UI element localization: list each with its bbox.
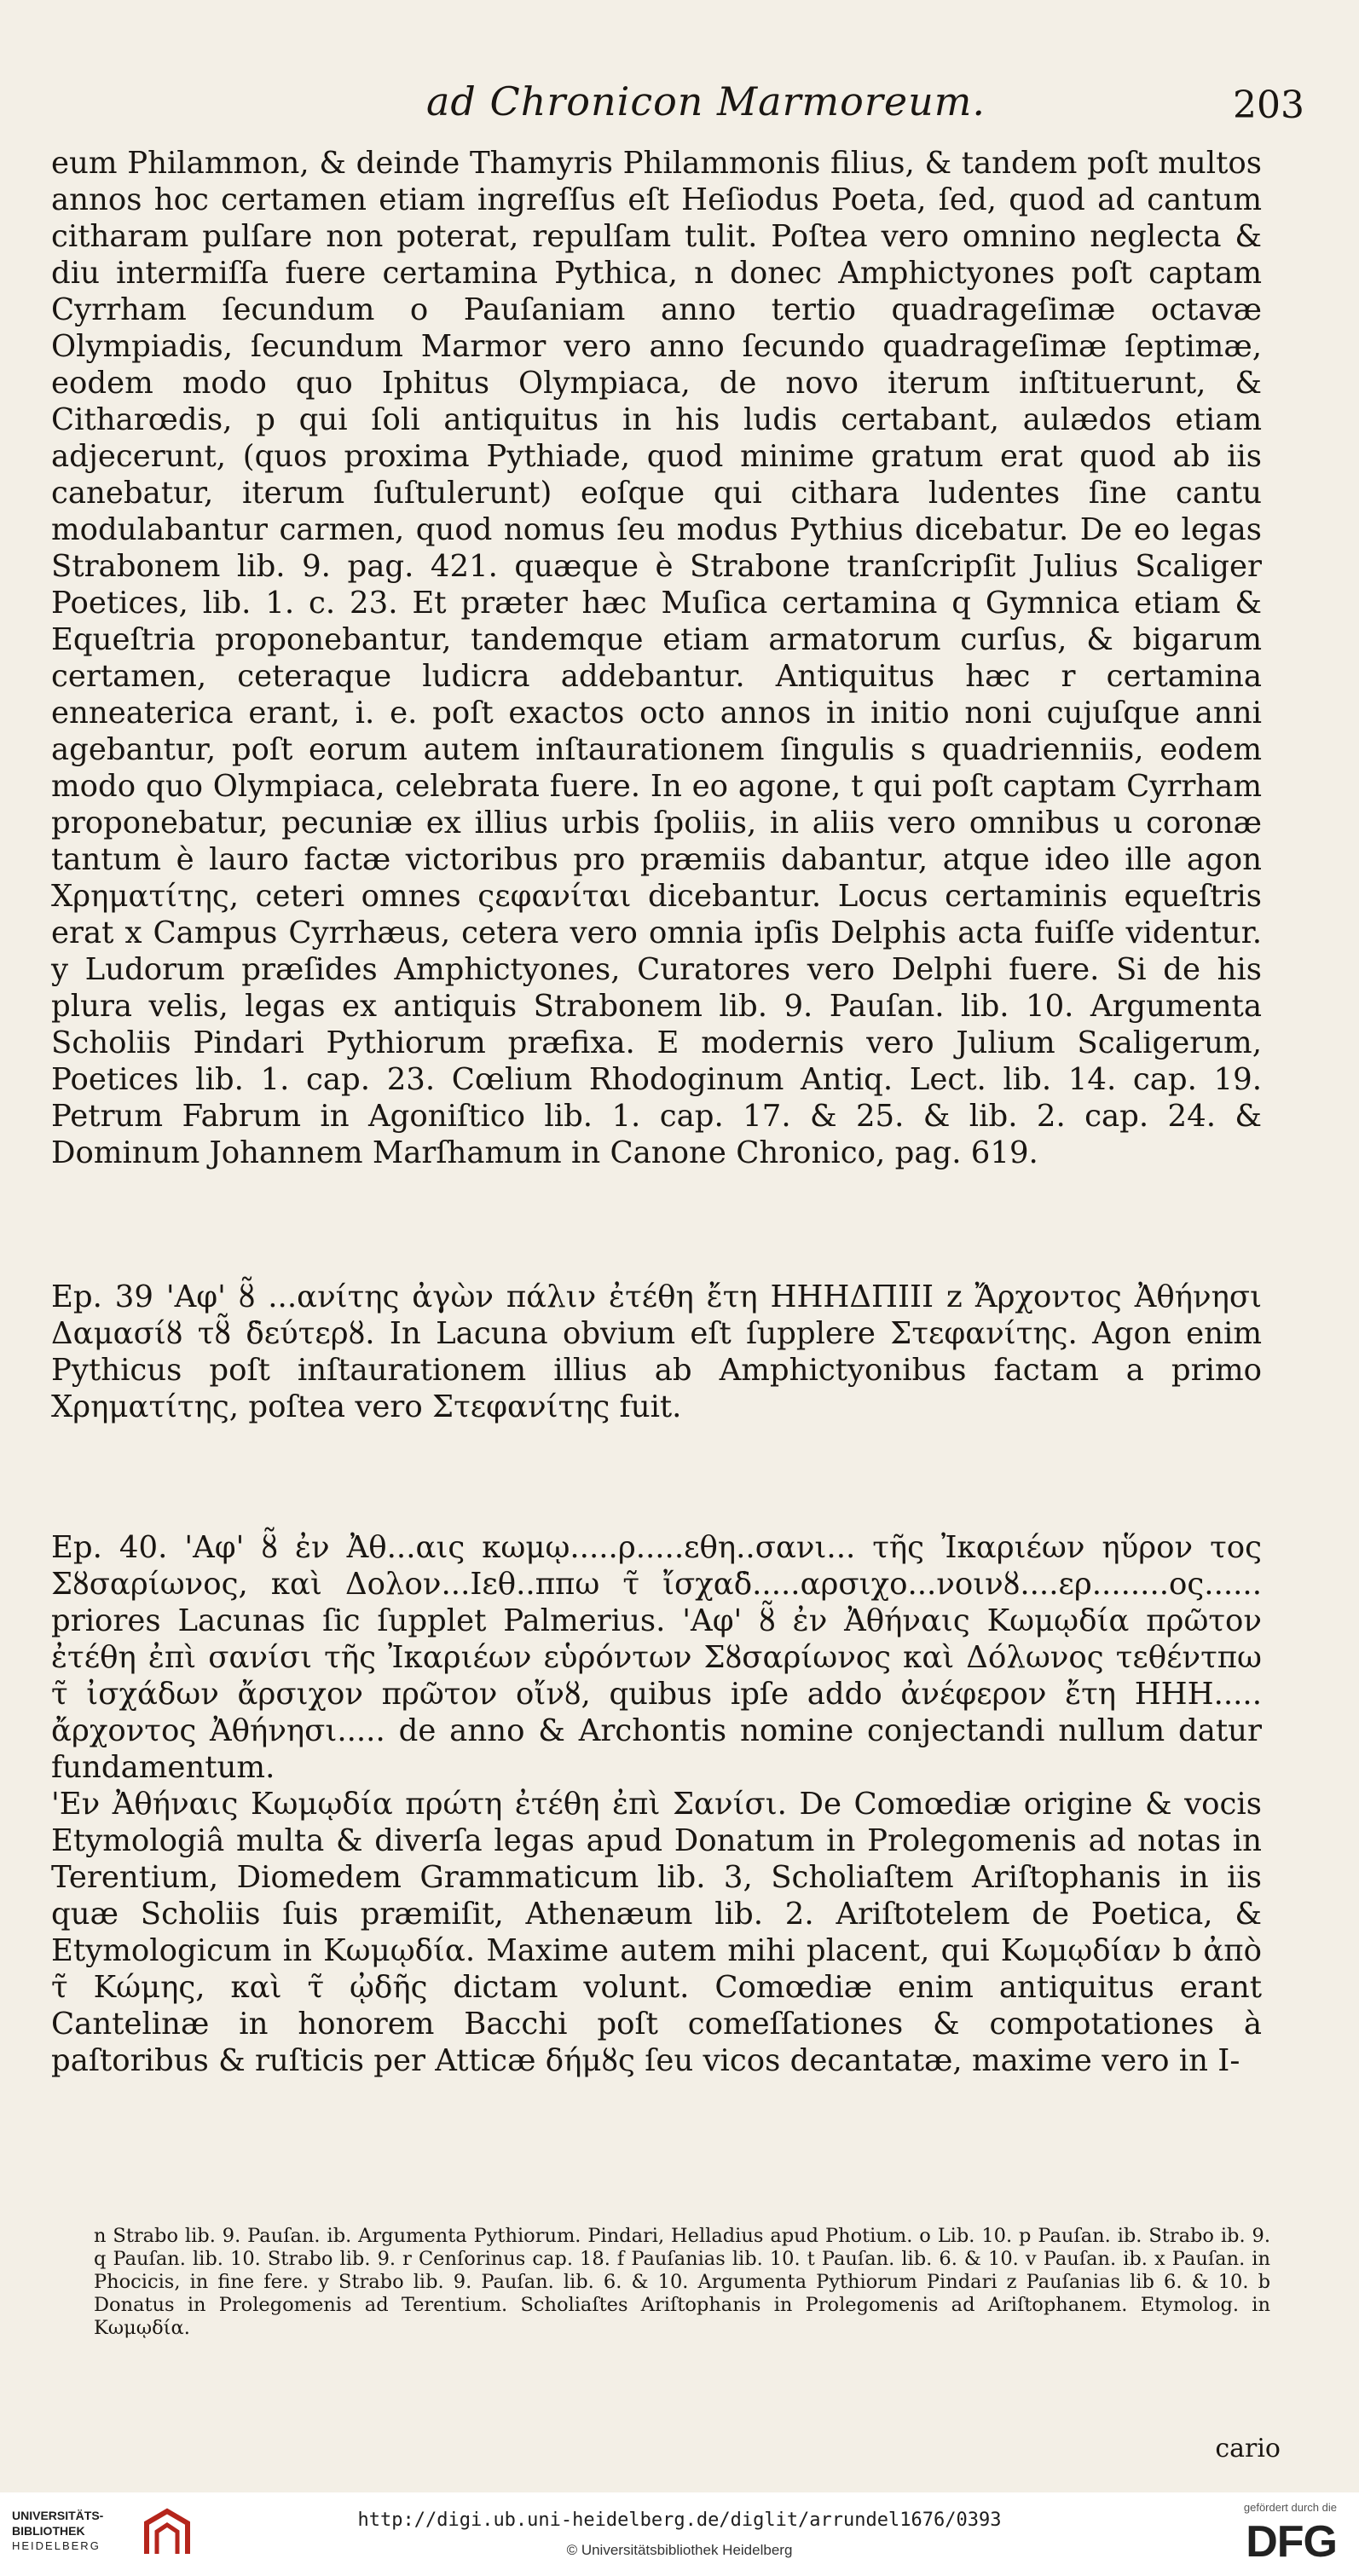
footnote-text: n Strabo lib. 9. Pauſan. ib. Argumenta Pythiorum. Pindari, Helladius apud Photium. o Lib. 10. p Pauſan. ib. Strabo ib. 9. q Pauſan. lib. 10. Strabo lib. 9. r Cenſorinus cap. 18. f Pauſanias lib. 10. t Pauſan. lib. 6. & 10. v Pauſan. ib. x Pauſan. in Phocicis, in fine fere. y Strabo lib. 9. Pauſan. lib. 6. & 10. Argumenta Pythiorum Pindari z Pauſanias lib 6. & 10. b Donatus in Prolegomenis ad Terentium. Scholiaſtes Ariſtophanis in Prolegomenis ad Ariſtophanem. Etymolog. in Κωμῳδία.	[94, 2225, 1270, 2339]
copyright-notice: © Universitätsbibliothek Heidelberg	[566, 2542, 793, 2558]
body-text	[51, 145, 1262, 2079]
library-name-line1: UNIVERSITÄTS-	[12, 2509, 104, 2522]
funded-by-label: gefördert durch die	[1243, 2501, 1337, 2514]
footnotes	[94, 2225, 1270, 2340]
permalink-url[interactable]: http://digi.ub.uni-heidelberg.de/diglit/arrundel1676/0393	[357, 2510, 1002, 2531]
library-name-line2: BIBLIOTHEK	[12, 2524, 85, 2538]
running-title: ad Chronicon Marmoreum.	[426, 78, 986, 124]
dfg-logo[interactable]	[1183, 2501, 1337, 2569]
page-number: 203	[1233, 84, 1304, 127]
paragraph-epoch-39: Ep. 39 'Αφ' ȣ̃ ...ανίτης ἀγὼν πάλιν ἐτέθη ἔτη ΗΗΗΔΠΙΙΙ z Ἄρχοντος Ἀθήνησι Δαμασίȣ τȣ̃ δ̇εύτερȣ. In Lacuna obvium eſt ſupplere Στεφανίτης. Agon enim Pythicus poſt inſtaurationem illius ab Amphictyonibus factam a primo Χρηματίτης, poſtea vero Στεφανίτης fuit.	[51, 1279, 1262, 1424]
dfg-wordmark: DFG	[1246, 2517, 1337, 2567]
catchword: cario	[1215, 2434, 1281, 2463]
paragraph-comoedia: 'Εν Ἀθήναις Κωμῳδία πρώτη ἐτέθη ἐπὶ Σανίσι. De Comœdiæ origine & vocis Etymologiâ multa & diverſa legas apud Donatum in Prolegomenis ad notas in Terentium, Diomedem Grammaticum lib. 3, Scholiaſtem Ariſtophanis in iis quæ Scholiis ſuis præmiſit, Athenæum lib. 2. Ariſtotelem de Poetica, & Etymologicum in Κωμῳδία. Maxime autem mihi placent, qui Κωμῳδίαν b ἀπὸ τ̃ Κώμης, καὶ τ̃ ᾠδῆς dictam volunt. Comœdiæ enim antiquitus erant Cantelinæ in honorem Bacchi poſt comeſſationes & compotationes à paſtoribus & ruſticis per Atticæ δήμȣς ſeu vicos decantatæ, maxime vero in I-	[51, 1787, 1262, 2078]
page-header	[43, 78, 1313, 138]
viewer-footer	[0, 2492, 1359, 2576]
library-name-line3: HEIDELBERG	[12, 2539, 101, 2552]
paragraph-epoch-40: Ep. 40. 'Αφ' ȣ̃ ἐν Ἀθ...αις κωμῳ.....ρ.....εθη..σανι... τῆς Ἰκαριέων ηὕρον τος Σȣσαρίωνος, καὶ Δολον...Ιεθ..ππω τ̃ ἴσχαδ̇.....αρσιχο...νοινȣ....ερ........ος...... priores Lacunas ſic ſupplet Palmerius. 'Αφ' ȣ̃ ἐν Ἀθήναις Κωμῳδία πρῶτον ἐτέθη ἐπὶ σανίσι τῆς Ἰκαριέων εὑρόντων Σȣσαρίωνος καὶ Δόλωνος τεθέντπω τ̃ ἰσχάδων ἄρσιχον πρῶτον οἴνȣ, quibus ipſe addo ἀνέφερον ἔτη ΗΗΗ..... ἄρχοντος Ἀθήνησι..... de anno & Archontis nomine conjectandi nullum datur fundamentum.	[51, 1530, 1262, 1785]
paragraph-certamina-pythica: eum Philammon, & deinde Thamyris Philammonis filius, & tandem poſt multos annos hoc certamen etiam ingreſſus eſt Heſiodus Poeta, ſed, quod ad cantum citharam pulſare non poterat, repulſam tulit. Poſtea vero omnino neglecta & diu intermiſſa fuere certamina Pythica, n donec Amphictyones poſt captam Cyrrham ſecundum o Pauſaniam anno tertio quadrageſimæ octavæ Olympiadis, ſecundum Marmor vero anno ſecundo quadrageſimæ ſeptimæ, eodem modo quo Iphitus Olympiaca, de novo iterum inſtituerunt, & Citharœdis, p qui ſoli antiquitus in his ludis certabant, aulædos etiam adjecerunt, (quos proxima Pythiade, quod minime gratum erat quod ab iis canebatur, iterum ſuſtulerunt) eoſque qui cithara ludentes ſine cantu modulabantur carmen, quod nomus ſeu modus Pythius dicebatur. De eo legas Strabonem lib. 9. pag. 421. quæque è Strabone tranſcripſit Julius Scaliger Poetices, lib. 1. c. 23. Et præter hæc Muſica certamina q Gymnica etiam & Equeſtria proponebantur, tandemque etiam armatorum curſus, & bigarum certamen, ceteraque ludicra addebantur. Antiquitus hæc r certamina enneaterica erant, i. e. poſt exactos octo annos in initio noni cujuſque anni agebantur, poſt eorum autem inſtaurationem ſingulis s quadrienniis, eodem modo quo Olympiaca, celebrata fuere. In eo agone, t qui poſt captam Cyrrham proponebatur, pecuniæ ex illius urbis ſpoliis, in aliis vero omnibus u coronæ tantum è lauro factæ victoribus pro præmiis dabantur, atque ideo ille agon Χρηματίτης, ceteri omnes ςεφανίται dicebantur. Locus certaminis equeſtris erat x Campus Cyrrhæus, cetera vero omnia ipſis Delphis acta fuiſſe videntur. y Ludorum præſides Amphictyones, Curatores vero Delphi fuere. Si de his plura velis, legas ex antiquis Strabonem lib. 9. Pauſan. lib. 10. Argumenta Scholiis Pindari Pythiorum præfixa. E modernis vero Julium Scaligerum, Poetices lib. 1. cap. 23. Cœlium Rhodoginum Antiq. Lect. lib. 14. cap. 19. Petrum Fabrum in Agoniſtico lib. 1. cap. 17. & 25. & lib. 2. cap. 24. & Dominum Johannem Marſhamum in Canone Chronico, pag. 619.	[51, 146, 1262, 1170]
